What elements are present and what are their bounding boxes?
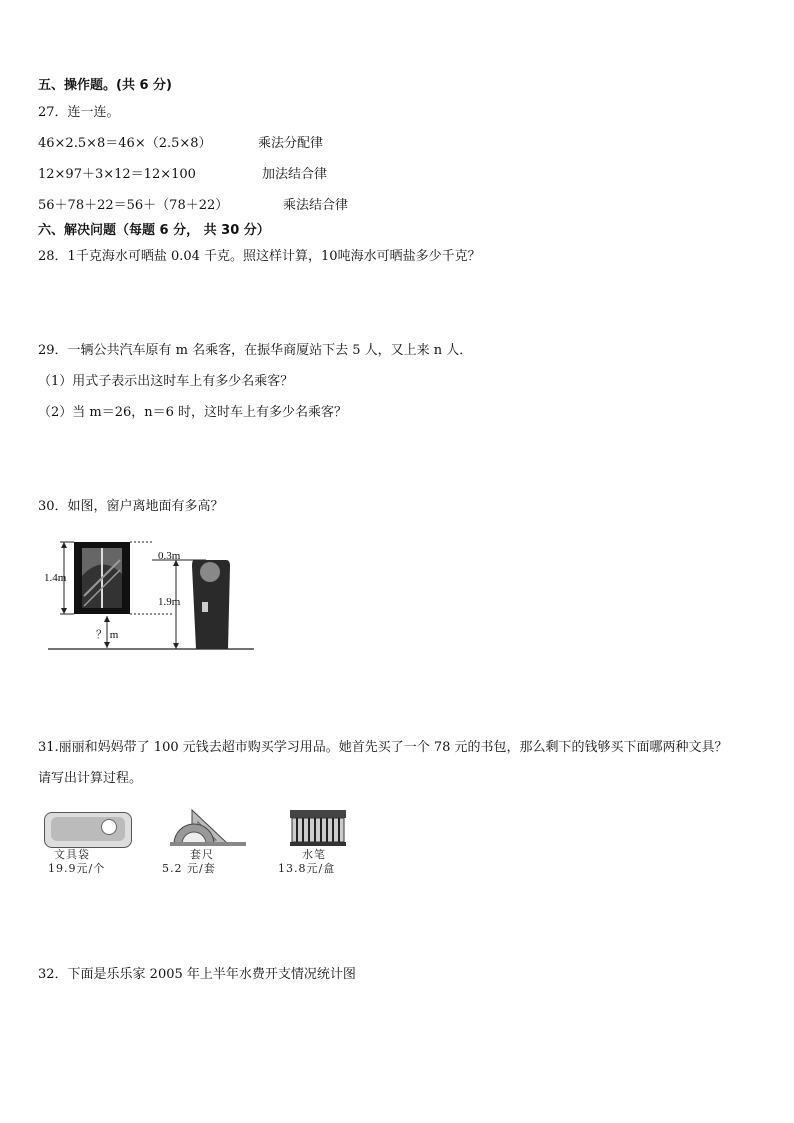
label-unknown-m: ？ m bbox=[96, 629, 119, 641]
product-pen-box bbox=[278, 806, 370, 874]
q30-text: 30．如图，窗户离地面有多高？ bbox=[38, 499, 224, 514]
window-height-figure bbox=[44, 536, 264, 654]
section-6-heading: 六、解决问题（每题 6 分， 共 30 分） bbox=[38, 223, 270, 238]
product-pencil-case bbox=[42, 810, 134, 874]
pencil-case-icon bbox=[44, 812, 132, 848]
q31-text-line2: 请写出计算过程。 bbox=[38, 771, 143, 786]
product-ruler-set bbox=[160, 806, 252, 874]
q27-law-3: 乘法结合律 bbox=[283, 198, 349, 213]
q29-sub2: （2）当 m＝26，n＝6 时，这时车上有多少名乘客？ bbox=[38, 405, 348, 420]
product-name-3: 水笔 bbox=[302, 848, 326, 861]
label-1-9m: 1.9m bbox=[158, 596, 181, 608]
q27-title: 27．连一连。 bbox=[38, 105, 120, 120]
section-5-heading: 五、操作题。(共 6 分) bbox=[38, 78, 172, 93]
product-price-3: 13.8元/盒 bbox=[278, 862, 336, 875]
label-0-3m: 0.3m bbox=[158, 550, 181, 562]
product-name-1: 文具袋 bbox=[54, 848, 90, 861]
product-name-2: 套尺 bbox=[190, 848, 214, 861]
q27-expression-1: 46×2.5×8＝46×（2.5×8） bbox=[38, 136, 212, 151]
q27-expression-3: 56＋78＋22＝56＋（78＋22） bbox=[38, 198, 229, 213]
pen-box-icon bbox=[288, 808, 348, 848]
product-price-2: 5.2 元/套 bbox=[162, 862, 216, 875]
q28-text: 28．1千克海水可晒盐 0.04 千克。照这样计算，10吨海水可晒盐多少千克？ bbox=[38, 249, 481, 264]
q27-law-1: 乘法分配律 bbox=[258, 136, 324, 151]
label-1-4m: 1.4m bbox=[44, 572, 67, 584]
q27-law-2: 加法结合律 bbox=[262, 167, 328, 182]
q29-text: 29．一辆公共汽车原有 m 名乘客，在振华商厦站下去 5 人，又上来 n 人． bbox=[38, 343, 473, 358]
q27-expression-2: 12×97＋3×12＝12×100 bbox=[38, 167, 196, 182]
q32-text: 32．下面是乐乐家 2005 年上半年水费开支情况统计图 bbox=[38, 967, 356, 982]
ruler-set-icon bbox=[168, 808, 248, 848]
q29-sub1: （1）用式子表示出这时车上有多少名乘客？ bbox=[38, 374, 294, 389]
product-price-1: 19.9元/个 bbox=[48, 862, 106, 875]
q31-text-line1: 31.丽丽和妈妈带了 100 元钱去超市购买学习用品。她首先买了一个 78 元的书包，那么剩下的钱够买下面哪两种文具？ bbox=[38, 740, 728, 755]
window-diagram bbox=[44, 536, 264, 654]
